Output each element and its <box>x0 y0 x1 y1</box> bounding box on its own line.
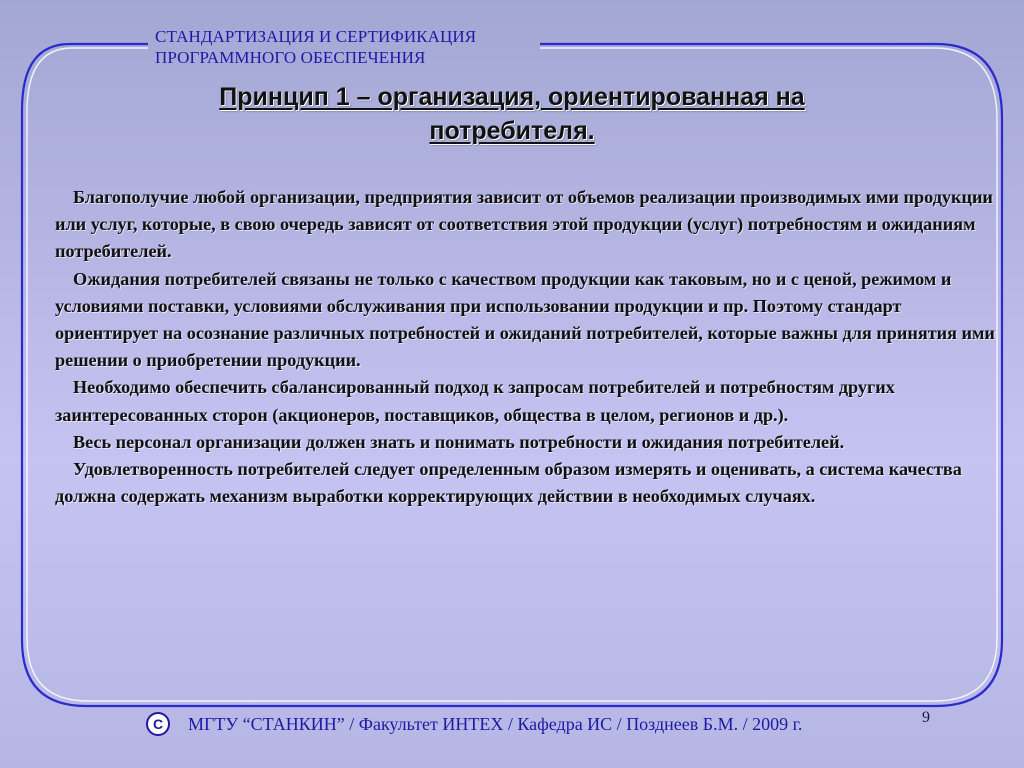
copyright-icon: С <box>146 712 170 736</box>
presentation-title-line-1: СТАНДАРТИЗАЦИЯ И СЕРТИФИКАЦИЯ <box>155 27 477 46</box>
slide-heading <box>60 80 964 148</box>
paragraph-3: Необходимо обеспечить сбалансированный подход к запросам потребителей и потребностям других заинтересованных сторон (акционеров, поставщиков, общества в целом, регионов и др.). <box>55 377 895 425</box>
slide-heading-line-1: Принцип 1 – организация, ориентированная на <box>219 83 805 111</box>
paragraph-2: Ожидания потребителей связаны не только с качеством продукции как таковым, но и с ценой, режимом и условиями поставки, условиями обслуживания при использовании продукции и пр. Поэтому стандарт ориентирует на осознание различных потребностей и ожиданий потребителей, которые важны для принятия ими решении о приобретении продукции. <box>55 268 995 371</box>
paragraph-4: Весь персонал организации должен знать и понимать потребности и ожидания потребителей. <box>73 431 845 452</box>
presentation-title <box>155 26 535 68</box>
slide-heading-line-2: потребителя. <box>429 117 595 145</box>
paragraph-1: Благополучие любой организации, предприятия зависит от объемов реализации производимых ими продукции или услуг, которые, в свою очередь зависят от соответствия этой продукции (услуг) потребностям и ожиданиям потребителей. <box>55 187 993 262</box>
paragraph-5: Удовлетворенность потребителей следует определенным образом измерять и оценивать, а система качества должна содержать механизм выработки корректирующих действии в необходимых случаях. <box>55 459 962 507</box>
page-number: 9 <box>922 709 930 726</box>
presentation-title-line-2: ПРОГРАММНОГО ОБЕСПЕЧЕНИЯ <box>155 48 426 67</box>
footer-credits: МГТУ “СТАНКИН” / Факультет ИНТЕХ / Кафедра ИС / Позднеев Б.М. / 2009 г. <box>188 714 803 734</box>
slide-body <box>55 184 995 510</box>
